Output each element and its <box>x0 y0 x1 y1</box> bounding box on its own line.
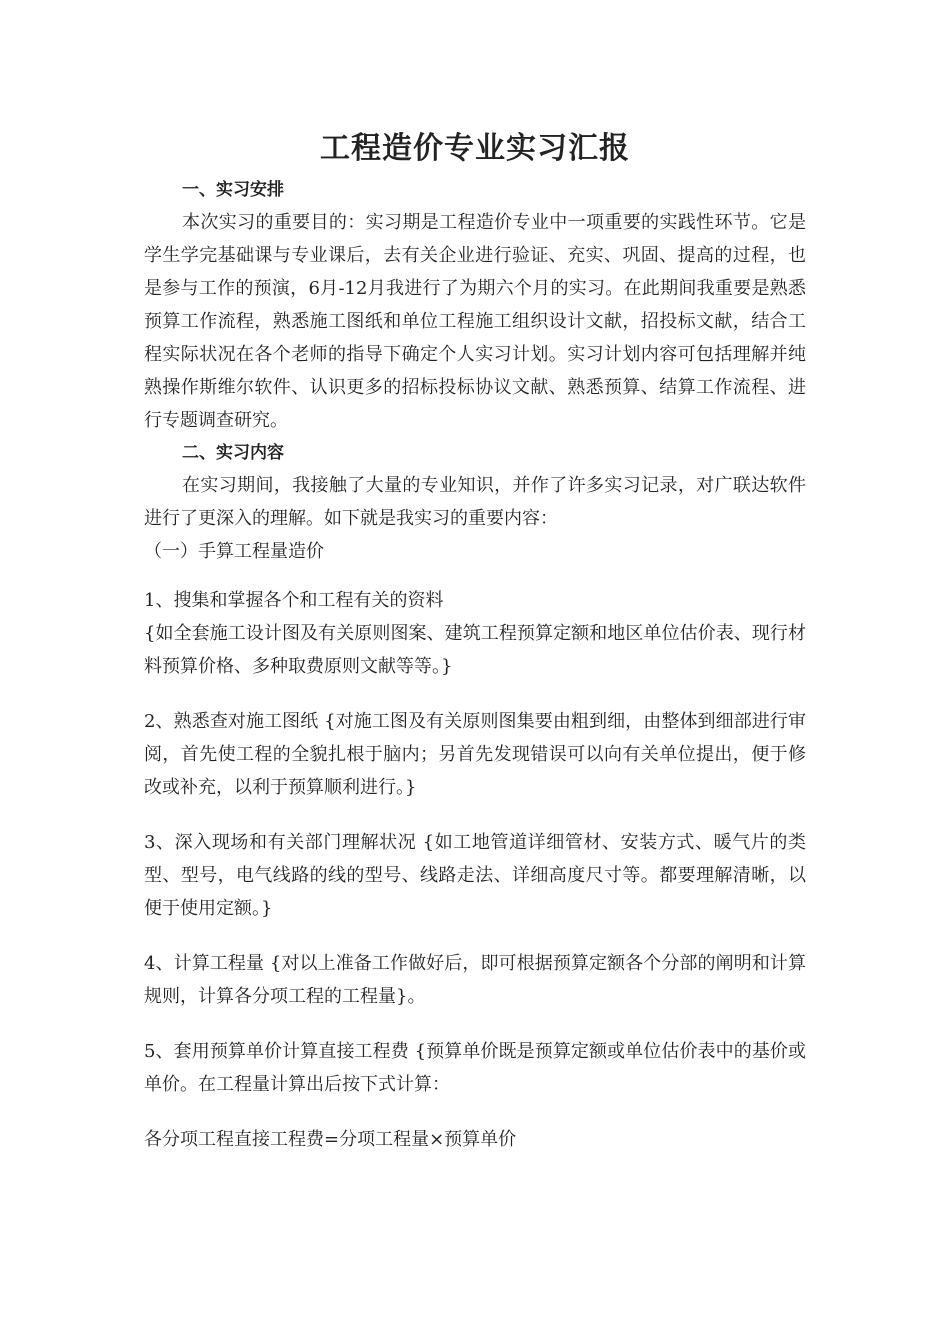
paragraph-arrangement: 本次实习的重要目的：实习期是工程造价专业中一项重要的实践性环节。它是学生学完基础课与专业课后，去有关企业进行验证、充实、巩固、提高的过程，也是参与工作的预演，6月-12月我进行了为期六个月的实习。在此期间我重要是熟悉预算工作流程，熟悉施工图纸和单位工程施工组织设计文献，招投标文献，结合工程实际状况在各个老师的指导下确定个人实习计划。实习计划内容可包括理解并纯熟操作斯维尔软件、认识更多的招标投标协议文献、熟悉预算、结算工作流程、进行专题调查研究。 <box>144 212 806 431</box>
section-heading-arrangement: 一、实习安排 <box>182 180 284 200</box>
document-title: 工程造价专业实习汇报 <box>320 131 630 166</box>
list-item-calc-quantities: 4、计算工程量 {对以上准备工作做好后，即可根据预算定额各个分部的阐明和计算规则，计算各分项工程的工程量}。 <box>144 953 806 1007</box>
list-item-collect-data-detail: {如全套施工设计图及有关原则图案、建筑工程预算定额和地区单位估价表、现行材料预算价格、多种取费原则文献等等。} <box>144 623 806 677</box>
section-heading-content: 二、实习内容 <box>182 443 284 463</box>
paragraph-content-intro: 在实习期间，我接触了大量的专业知识，并作了许多实习记录，对广联达软件进行了更深入的理解。如下就是我实习的重要内容： <box>144 475 806 529</box>
list-item-collect-data: 1、搜集和掌握各个和工程有关的资料 <box>144 590 444 611</box>
formula-direct-cost: 各分项工程直接工程费=分项工程量×预算单价 <box>144 1129 517 1150</box>
list-item-site-investigation: 3、深入现场和有关部门理解状况 {如工地管道详细管材、安装方式、暖气片的类型、型号，电气线路的线的型号、线路走法、详细高度尺寸等。都要理解清晰，以便于使用定额。} <box>144 832 806 919</box>
subheading-manual-calculation: （一）手算工程量造价 <box>144 541 324 562</box>
document-page <box>144 126 806 1156</box>
list-item-check-drawings: 2、熟悉查对施工图纸 {对施工图及有关原则图集要由粗到细，由整体到细部进行审阅，首先使工程的全貌扎根于脑内；另首先发现错误可以向有关单位提出，便于修改或补充，以利于预算顺利进行。} <box>144 711 806 798</box>
list-item-unit-price: 5、套用预算单价计算直接工程费 {预算单价既是预算定额或单位估价表中的基价或单价。在工程量计算出后按下式计算： <box>144 1041 806 1095</box>
